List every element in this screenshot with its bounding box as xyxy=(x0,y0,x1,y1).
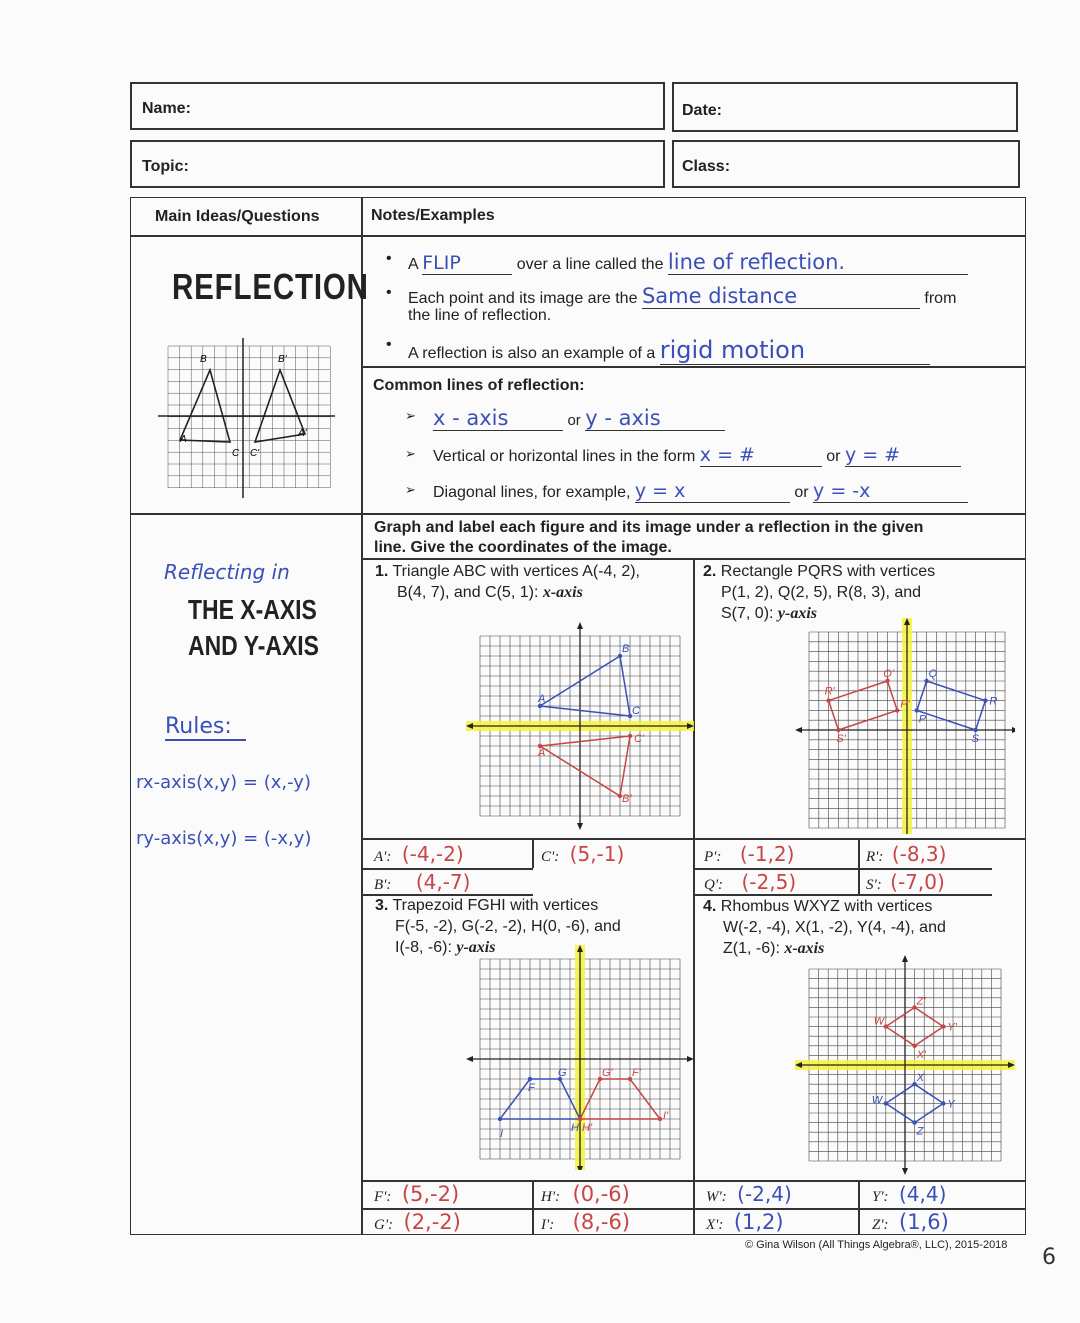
graph-instructions-1: Graph and label each figure and its image under a reflection in the given xyxy=(374,519,924,536)
p1-a-value: (-4,-2) xyxy=(401,842,464,866)
c3-or: or xyxy=(794,484,809,501)
b3-fill: rigid motion xyxy=(660,336,930,365)
ex-label-a: A xyxy=(180,434,187,445)
p1-c-label: C': xyxy=(541,849,560,865)
graph-4-label-z-prime: Z' xyxy=(916,995,926,1008)
p4-w-label: W': xyxy=(706,1189,727,1205)
common-1 xyxy=(433,406,725,431)
p3-h-label: H': xyxy=(541,1189,561,1205)
b1-fill-flip: FLIP xyxy=(422,252,512,275)
p2-num: 2. xyxy=(703,563,717,580)
graph-2 xyxy=(795,604,1015,834)
graph-4-arrow-down xyxy=(902,1168,908,1175)
graph-2-rectangle-pqrs-vertex xyxy=(983,698,987,702)
p1-line1: Triangle ABC with vertices A(-4, 2), xyxy=(392,563,640,580)
graph-2-label-r-prime: R' xyxy=(824,685,835,698)
p1-b-value: (4,-7) xyxy=(415,870,471,894)
xaxis-title: THE X-AXIS xyxy=(188,594,317,625)
date-box[interactable] xyxy=(672,82,1018,132)
graph-4-rhombus-wxyz-vertex xyxy=(912,1120,916,1124)
hw-reflecting: Reflecting in xyxy=(164,560,290,584)
p1-axis: x-axis xyxy=(542,584,583,601)
p2-s-value: (-7,0) xyxy=(890,870,945,894)
reflection-title: REFLECTION xyxy=(172,266,369,307)
p1-num: 1. xyxy=(375,563,389,580)
graph-2-rectangle-image-vertex xyxy=(836,728,840,732)
c2-or: or xyxy=(826,448,841,465)
graph-4-label-y: Y xyxy=(947,1098,955,1111)
graph-4-label-x-prime: X' xyxy=(916,1048,927,1061)
class-box[interactable] xyxy=(672,140,1020,188)
section-divider xyxy=(130,513,1026,515)
graph-3 xyxy=(460,945,700,1170)
p2-answer-top xyxy=(694,838,1026,840)
p3-answer-g xyxy=(374,1210,461,1234)
graph-1-label-b-prime: B' xyxy=(622,793,632,805)
p1-answer-a xyxy=(374,842,464,866)
p3-line3: I(-8, -6): xyxy=(395,939,452,956)
ex-label-b-prime: B' xyxy=(278,354,287,365)
p3-answer-i xyxy=(541,1210,630,1234)
p2-p-value: (-1,2) xyxy=(739,842,795,866)
p4-y-value: (4,4) xyxy=(899,1182,947,1206)
graph-2-label-q-prime: Q' xyxy=(883,668,895,680)
graph-2-label-q: Q xyxy=(928,668,938,680)
graph-3-label-h-prime: H' xyxy=(582,1122,593,1134)
graph-1-triangle-image-vertex xyxy=(628,734,632,738)
bullet-rigid xyxy=(408,336,930,365)
p2-p-label: P': xyxy=(704,849,722,865)
p1-answer-divider xyxy=(532,840,534,868)
ex-label-b: B xyxy=(200,354,207,365)
p4-axis: x-axis xyxy=(784,940,825,957)
p1-line2: B(4, 7), and C(5, 1): xyxy=(397,584,539,601)
topic-label: Topic: xyxy=(142,158,189,175)
graph-1-label-b: B xyxy=(622,643,630,655)
ex-label-c-prime: C' xyxy=(250,448,260,459)
notes-heading: Notes/Examples xyxy=(371,207,495,224)
p2-line1: Rectangle PQRS with vertices xyxy=(720,563,936,580)
graph-3-label-i: I xyxy=(500,1128,504,1140)
graph-2-rectangle-image-vertex xyxy=(895,708,899,712)
graph-3-label-g-prime: G' xyxy=(602,1067,613,1079)
graph-2-rectangle-pqrs-vertex xyxy=(915,708,919,712)
c1-or: or xyxy=(567,412,581,429)
bullet-flip xyxy=(408,250,968,275)
graph-3-trapezoid-image-vertex xyxy=(658,1117,662,1121)
graph-3-arrow-left xyxy=(466,1056,473,1062)
graph-2-arrow-right xyxy=(1012,727,1015,733)
p3-answer-f xyxy=(374,1182,459,1206)
graph-3-arrow-right xyxy=(687,1056,694,1062)
b1-fill-line: line of reflection. xyxy=(668,250,968,275)
ex-label-a-prime: A' xyxy=(298,428,307,439)
p4-line2: W(-2, -4), X(1, -2), Y(4, -4), and xyxy=(723,919,946,936)
p3-f-value: (5,-2) xyxy=(401,1182,460,1206)
graph-1-label-c-prime: C' xyxy=(634,733,645,745)
p2-r-label: R': xyxy=(866,849,884,865)
p2-line3: S(7, 0): xyxy=(721,605,774,622)
name-label: Name: xyxy=(142,100,191,117)
graph-3-label-g: G xyxy=(558,1067,567,1079)
graph-4-rhombus-wxyz-vertex xyxy=(884,1101,888,1105)
c1-fill1: x - axis xyxy=(433,406,563,431)
common-lines-divider xyxy=(362,366,1026,368)
common-2 xyxy=(433,444,961,467)
p3-answer-h xyxy=(541,1182,630,1206)
graph-instructions-2: line. Give the coordinates of the image. xyxy=(374,539,672,556)
graph-3-label-i-prime: I' xyxy=(663,1110,669,1122)
p4-z-value: (1,6) xyxy=(899,1210,949,1234)
p4-x-label: X': xyxy=(706,1217,724,1233)
problem-3-text xyxy=(375,895,695,958)
b2-pre: Each point and its image are the xyxy=(408,290,638,307)
graph-4-label-x: X xyxy=(916,1072,924,1085)
graph-4-label-w-prime: W' xyxy=(873,1015,887,1028)
example-graph xyxy=(150,330,335,505)
page-number: 6 xyxy=(1042,1245,1056,1270)
graph-3-label-f: F xyxy=(528,1082,535,1094)
graph-4 xyxy=(795,955,1025,1175)
p2-answer-p xyxy=(704,842,794,866)
graph-1 xyxy=(460,622,700,832)
graph-2-rectangle-image-vertex xyxy=(826,698,830,702)
c3-text: Diagonal lines, for example, xyxy=(433,484,631,501)
graph-3-label-h: H xyxy=(571,1122,579,1134)
b1-mid: over a line called the xyxy=(516,256,664,273)
p3-line1: Trapezoid FGHI with vertices xyxy=(392,897,599,914)
p3-h-value: (0,-6) xyxy=(572,1182,630,1206)
graph-1-arrow-down xyxy=(577,823,583,830)
c3-fill1: y = x xyxy=(635,480,790,503)
p4-w-value: (-2,4) xyxy=(737,1182,792,1206)
rule-y-axis: ry-axis(x,y) = (-x,y) xyxy=(136,828,312,849)
graph-2-rectangle-pqrs xyxy=(917,681,986,730)
graph-2-label-s: S xyxy=(971,733,979,745)
p4-line3: Z(1, -6): xyxy=(723,940,780,957)
example-grid xyxy=(168,346,330,488)
p4-y-label: Y': xyxy=(872,1189,889,1205)
p1-b-label: B': xyxy=(374,877,392,893)
graph-2-label-s-prime: S' xyxy=(836,733,846,745)
p1-answer-top xyxy=(362,838,693,840)
p2-axis: y-axis xyxy=(777,605,818,622)
p2-line2: P(1, 2), Q(2, 5), R(8, 3), and xyxy=(721,584,922,601)
name-box[interactable] xyxy=(130,82,665,130)
p4-answer-y xyxy=(872,1182,946,1206)
header-row-line xyxy=(130,235,1026,237)
c2-text: Vertical or horizontal lines in the form xyxy=(433,448,696,465)
graph-3-trapezoid-fghi-vertex xyxy=(528,1077,532,1081)
rule-x-axis: rx-axis(x,y) = (x,-y) xyxy=(136,772,311,793)
p2-answer-r xyxy=(866,842,946,866)
p2-s-label: S': xyxy=(866,877,882,893)
graph-4-rhombus-image-vertex xyxy=(912,1044,916,1048)
c3-fill2: y = -x xyxy=(813,480,968,503)
yaxis-title: AND Y-AXIS xyxy=(188,630,319,661)
c2-fill1: x = # xyxy=(700,444,822,467)
p1-answer-b xyxy=(374,870,470,894)
b3-pre: A reflection is also an example of a xyxy=(408,345,656,362)
graph-4-rhombus-wxyz-vertex xyxy=(941,1101,945,1105)
graph-1-arrow-up xyxy=(577,622,583,629)
graph-4-label-y-prime: Y' xyxy=(947,1021,957,1034)
problem-4-text xyxy=(703,896,1023,959)
common-lines-title: Common lines of reflection: xyxy=(373,377,585,394)
common-3 xyxy=(433,480,968,503)
b2-post: from xyxy=(924,290,957,307)
graph-4-label-z: Z xyxy=(916,1125,924,1138)
b2-fill: Same distance xyxy=(642,284,920,309)
graph-4-label-w: W xyxy=(871,1094,883,1107)
problem-1-text xyxy=(375,561,685,603)
main-ideas-heading: Main Ideas/Questions xyxy=(155,208,320,225)
column-divider xyxy=(361,197,363,1235)
b1-pre: A xyxy=(408,256,418,273)
p1-answer-c xyxy=(541,842,624,866)
p3-g-value: (2,-2) xyxy=(403,1210,461,1234)
ex-label-c: C xyxy=(232,448,240,459)
rules-label: Rules: xyxy=(165,714,246,741)
graph-3-trapezoid-image-vertex xyxy=(578,1117,582,1121)
class-label: Class: xyxy=(682,158,731,175)
copyright: © Gina Wilson (All Things Algebra®, LLC), 2015-2018 xyxy=(745,1239,1008,1251)
p3-i-label: I': xyxy=(541,1217,555,1233)
p1-a-label: A': xyxy=(374,849,392,865)
graph-4-rhombus-image-vertex xyxy=(941,1024,945,1028)
p4-x-value: (1,2) xyxy=(733,1210,784,1234)
b2-line2: the line of reflection. xyxy=(408,307,552,324)
c1-fill2: y - axis xyxy=(585,406,725,431)
p2-r-value: (-8,3) xyxy=(891,842,947,866)
graph-2-arrow-left xyxy=(795,727,802,733)
p3-i-value: (8,-6) xyxy=(572,1210,631,1234)
p3-axis: y-axis xyxy=(456,939,496,956)
graph-2-label-p: P xyxy=(918,713,927,726)
p4-num: 4. xyxy=(703,898,717,915)
p4-z-label: Z': xyxy=(872,1217,889,1233)
graph-1-label-c: C xyxy=(632,705,640,717)
graph-3-label-f-prime: F' xyxy=(632,1067,641,1079)
p2-answer-s xyxy=(866,870,945,894)
graph-1-label-a-prime: A' xyxy=(538,747,548,759)
p3-line2: F(-5, -2), G(-2, -2), H(0, -6), and xyxy=(395,918,621,935)
p2-q-label: Q': xyxy=(704,877,724,893)
graph-2-rectangle-pqrs-vertex xyxy=(973,728,977,732)
p3-num: 3. xyxy=(375,897,389,914)
graph-2-rectangle-image xyxy=(829,681,898,730)
p4-answer-z xyxy=(872,1210,949,1234)
p3-f-label: F': xyxy=(374,1189,392,1205)
p4-answer-w xyxy=(706,1182,792,1206)
p2-q-value: (-2,5) xyxy=(741,870,797,894)
example-triangle xyxy=(180,370,230,442)
p2-answer-q xyxy=(704,870,796,894)
date-label: Date: xyxy=(682,102,723,119)
p4-answer-x xyxy=(706,1210,784,1234)
graph-2-label-r: R xyxy=(989,695,998,708)
c2-fill2: y = # xyxy=(845,444,961,467)
p1-c-value: (5,-1) xyxy=(569,842,625,866)
graph-3-trapezoid-fghi-vertex xyxy=(498,1117,502,1121)
p3-g-label: G': xyxy=(374,1217,394,1233)
graph-1-label-a: A xyxy=(538,693,546,705)
bullet-distance xyxy=(408,284,956,309)
topic-box[interactable] xyxy=(130,140,665,188)
p4-line1: Rhombus WXYZ with vertices xyxy=(720,898,933,915)
graph-2-label-p-prime: P' xyxy=(900,698,910,711)
